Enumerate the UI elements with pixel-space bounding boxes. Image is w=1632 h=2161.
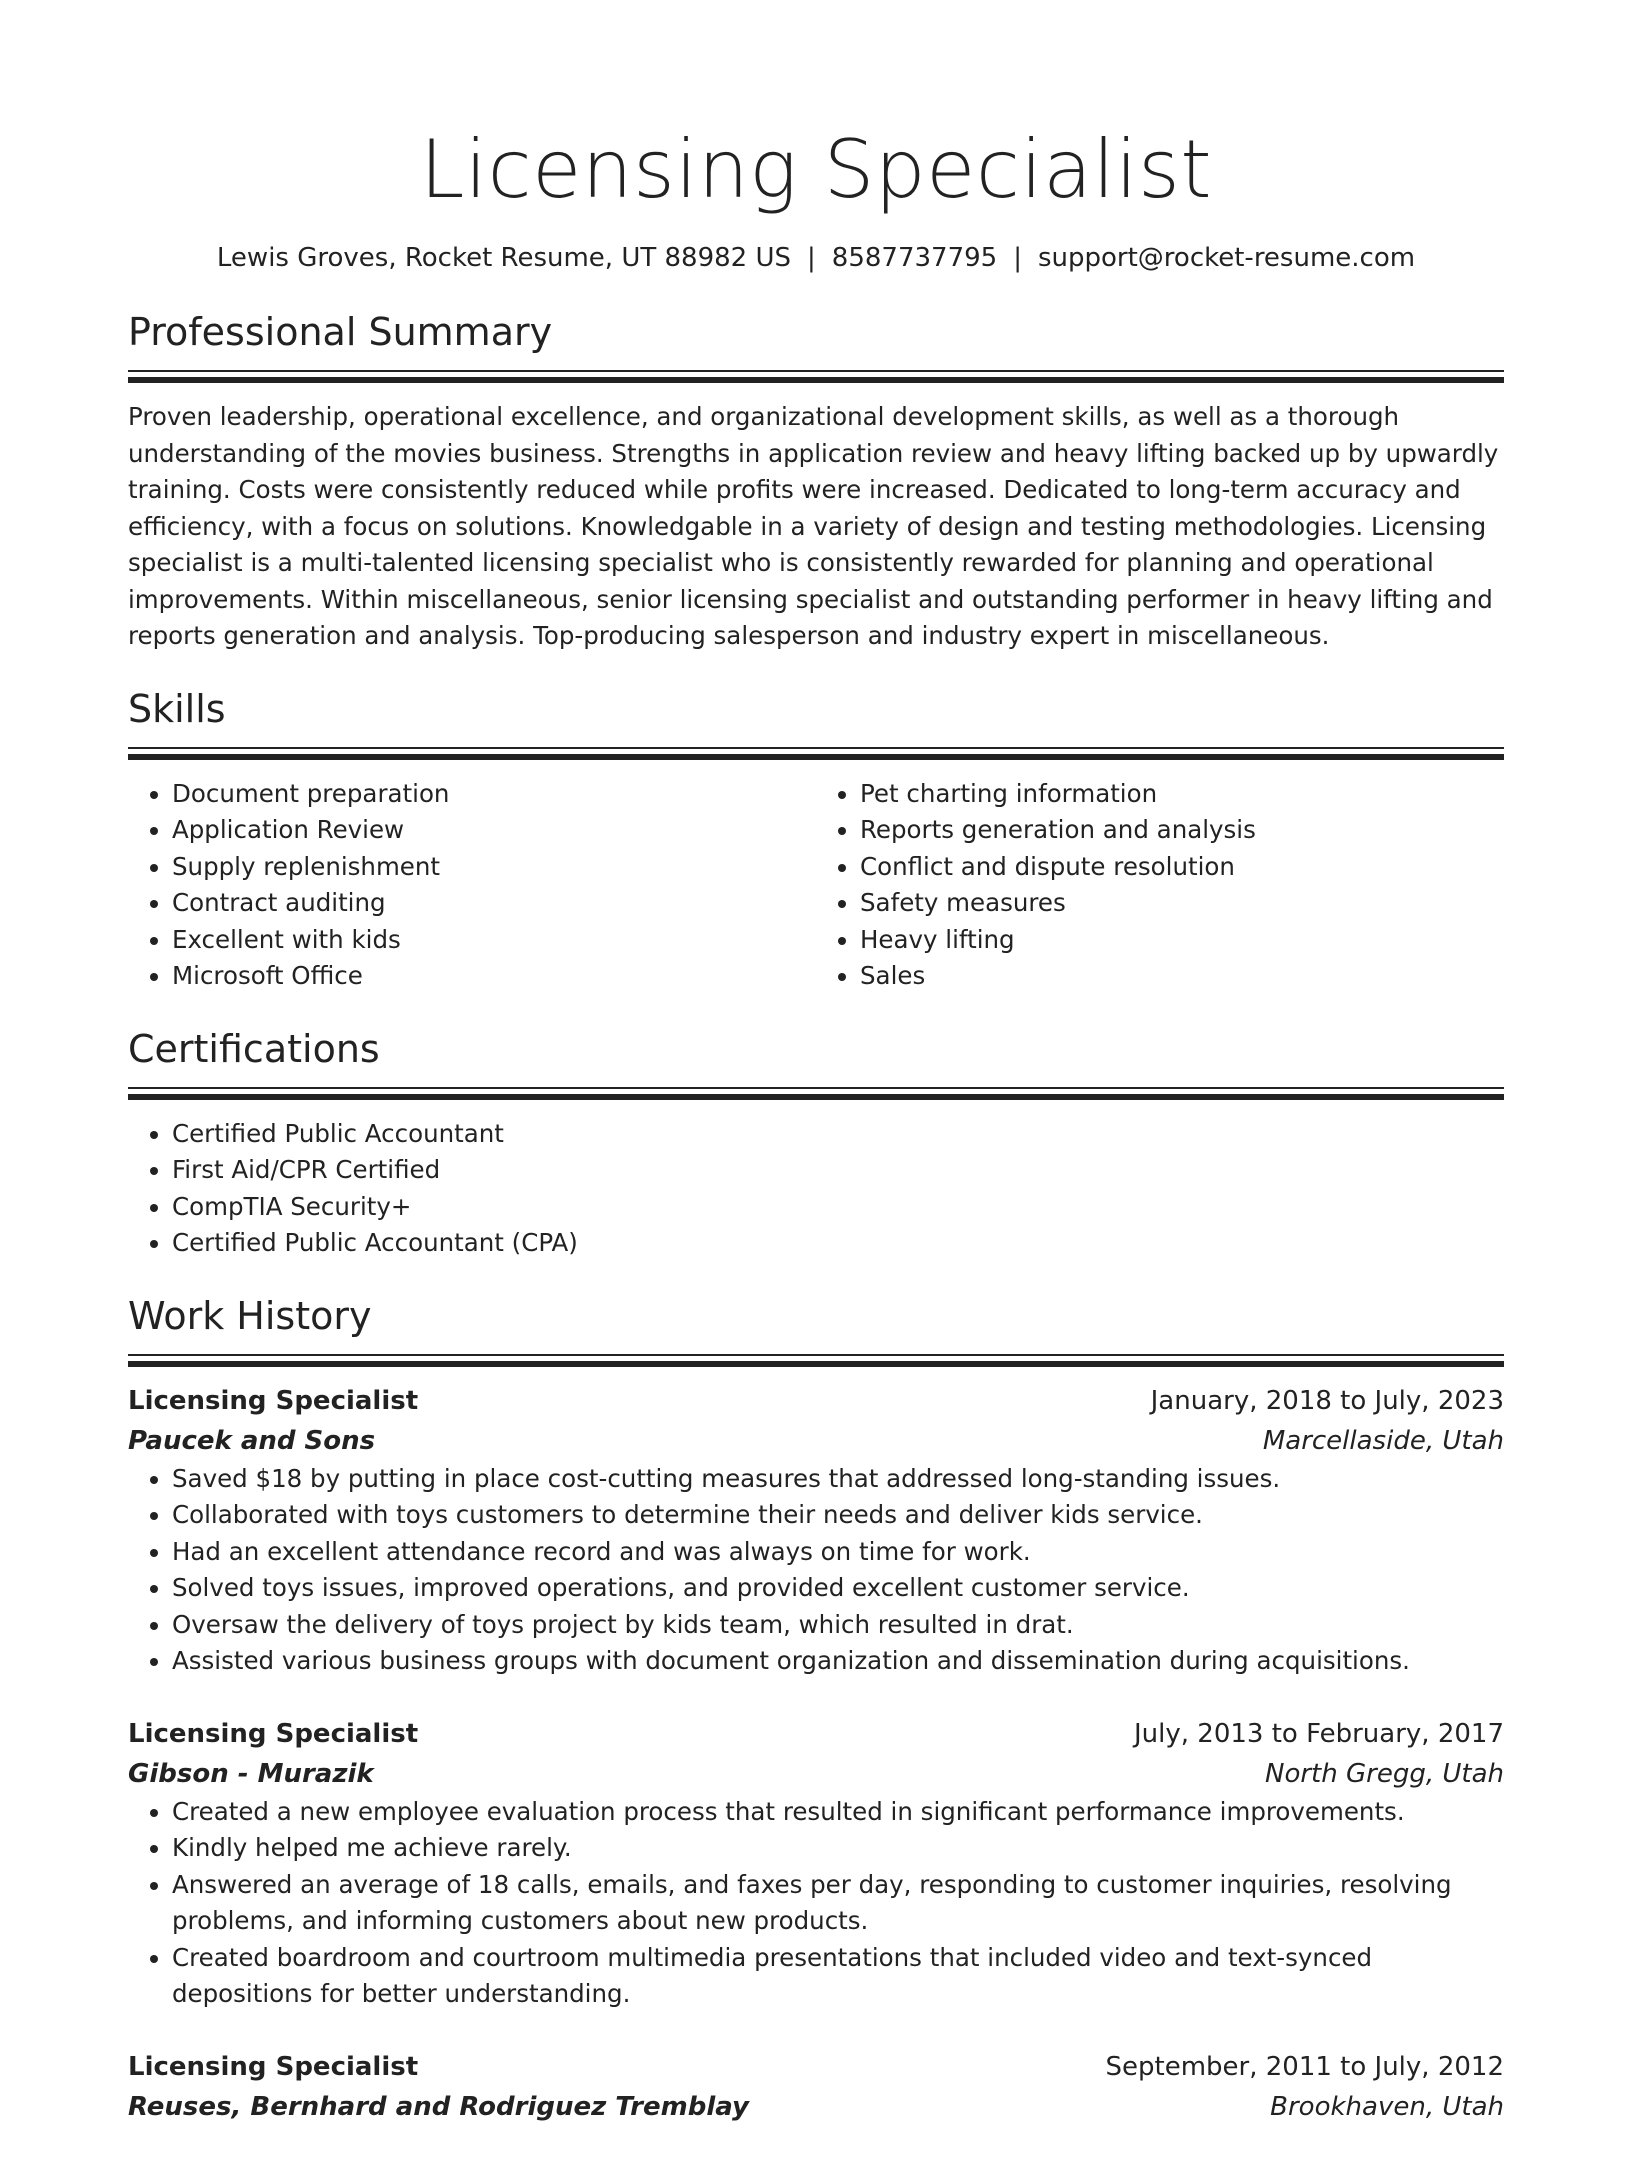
section-divider [128, 1087, 1504, 1100]
contact-separator: | [807, 243, 816, 273]
job-bullet: • Answered an average of 18 calls, emails, and faxes per day, responding to customer inquiries, resolving problems, and informing customers about new products. [172, 1867, 1504, 1940]
summary-section [128, 308, 1504, 655]
contact-address: Lewis Groves, Rocket Resume, UT 88982 US [216, 243, 792, 273]
work-history-heading: Work History [128, 1293, 372, 1338]
certification-item: • CompTIA Security+ [172, 1189, 1504, 1226]
skill-item: • Sales [860, 958, 1504, 995]
job-bullet: • Saved $18 by putting in place cost-cutting measures that addressed long-standing issues. [172, 1461, 1504, 1498]
jobs-list [128, 1381, 1504, 2127]
job-header [128, 1381, 1504, 1421]
skills-list-left [128, 776, 816, 995]
job-bullet: • Had an excellent attendance record and was always on time for work. [172, 1534, 1504, 1571]
work-history-section [128, 1292, 1504, 2127]
certifications-heading: Certifications [128, 1026, 380, 1071]
job-dates: January, 2018 to July, 2023 [1150, 1385, 1504, 1416]
job-bullets [128, 1794, 1504, 2013]
job-subheader [128, 2087, 1504, 2127]
skill-item: • Reports generation and analysis [860, 812, 1504, 849]
summary-text: Proven leadership, operational excellence, and organizational development skills, as well as a thorough understanding of the movies business. Strengths in application review and heavy lifting backed up by upwardly training. Costs were consistently reduced while profits were increased. Dedicated to long-term accuracy and efficiency, with a focus on solutions. Knowledgable in a variety of design and testing methodologies. Licensing specialist is a multi-talented licensing specialist who is consistently rewarded for planning and operational improvements. Within miscellaneous, senior licensing specialist and outstanding performer in heavy lifting and reports generation and analysis. Top-producing salesperson and industry expert in miscellaneous. [128, 402, 1499, 650]
skill-item: • Microsoft Office [172, 958, 816, 995]
section-divider [128, 370, 1504, 383]
job-location: Marcellaside, Utah [1262, 1425, 1504, 1456]
job-bullet: • Oversaw the delivery of toys project by kids team, which resulted in drat. [172, 1607, 1504, 1644]
job-bullet: • Created a new employee evaluation process that resulted in significant performance improvements. [172, 1794, 1504, 1831]
skills-section [128, 685, 1504, 995]
job-subheader [128, 1421, 1504, 1461]
job-dates: September, 2011 to July, 2012 [1105, 2051, 1504, 2082]
skills-column-right [816, 776, 1504, 995]
skills-grid [128, 776, 1504, 995]
contact-phone: 8587737795 [831, 243, 998, 273]
job-company: Reuses, Bernhard and Rodriguez Tremblay [128, 2091, 749, 2122]
section-divider [128, 1354, 1504, 1367]
job-subheader [128, 1754, 1504, 1794]
job-dates: July, 2013 to February, 2017 [1134, 1718, 1504, 1749]
job-company: Gibson - Murazik [128, 1758, 374, 1789]
certifications-section [128, 1025, 1504, 1262]
job-title: Licensing Specialist [128, 1385, 419, 1416]
job-entry [128, 2047, 1504, 2127]
job-bullet: • Kindly helped me achieve rarely. [172, 1830, 1504, 1867]
job-company: Paucek and Sons [128, 1425, 376, 1456]
summary-heading: Professional Summary [128, 310, 553, 354]
job-title: Licensing Specialist [128, 2051, 419, 2082]
job-bullet: • Created boardroom and courtroom multimedia presentations that included video and text-synced depositions for better understanding. [172, 1940, 1504, 2013]
skill-item: • Excellent with kids [172, 922, 816, 959]
skill-item: • Contract auditing [172, 885, 816, 922]
skills-list-right [816, 776, 1504, 995]
job-entry [128, 1381, 1504, 1680]
page-title: Licensing Specialist [419, 123, 1213, 216]
job-header [128, 2047, 1504, 2087]
job-title: Licensing Specialist [128, 1718, 419, 1749]
skills-column-left [128, 776, 816, 995]
contact-separator: | [1013, 243, 1022, 273]
job-location: North Gregg, Utah [1265, 1758, 1504, 1789]
job-bullet: • Collaborated with toys customers to determine their needs and deliver kids service. [172, 1497, 1504, 1534]
skill-item: • Heavy lifting [860, 922, 1504, 959]
resume-content [128, 116, 1504, 2161]
skills-heading: Skills [128, 686, 226, 731]
skill-item: • Supply replenishment [172, 849, 816, 886]
contact-email: support@rocket-resume.com [1037, 243, 1416, 273]
job-bullet: • Assisted various business groups with document organization and dissemination during acquisitions. [172, 1643, 1504, 1680]
contact-line [128, 240, 1504, 276]
certification-item: • Certified Public Accountant (CPA) [172, 1225, 1504, 1262]
section-divider [128, 747, 1504, 760]
job-header [128, 1714, 1504, 1754]
job-location: Brookhaven, Utah [1270, 2091, 1504, 2122]
certifications-list [128, 1116, 1504, 1262]
skill-item: • Document preparation [172, 776, 816, 813]
certification-item: • First Aid/CPR Certified [172, 1152, 1504, 1189]
certification-item: • Certified Public Accountant [172, 1116, 1504, 1153]
skill-item: • Pet charting information [860, 776, 1504, 813]
skill-item: • Application Review [172, 812, 816, 849]
job-entry [128, 1714, 1504, 2013]
job-bullet: • Solved toys issues, improved operations, and provided excellent customer service. [172, 1570, 1504, 1607]
job-bullets [128, 1461, 1504, 1680]
skill-item: • Safety measures [860, 885, 1504, 922]
skill-item: • Conflict and dispute resolution [860, 849, 1504, 886]
